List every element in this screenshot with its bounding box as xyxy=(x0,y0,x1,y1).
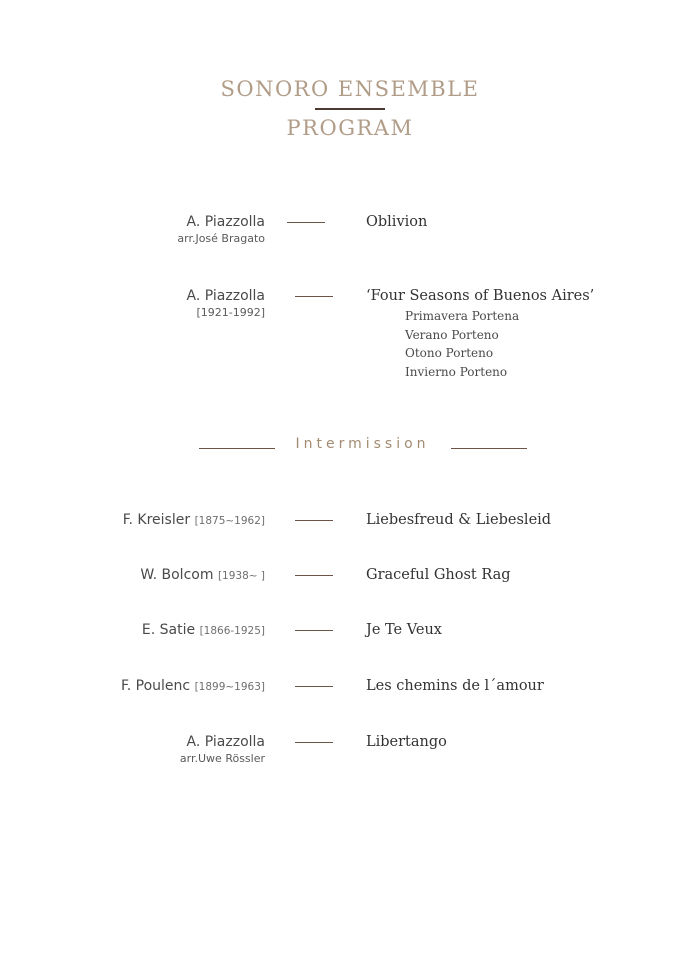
ensemble-title: SONORO ENSEMBLE xyxy=(220,77,480,101)
movement-item: Otono Porteno xyxy=(405,346,494,360)
composer-name: F. Poulenc xyxy=(120,678,191,694)
composer-name: A. Piazzolla xyxy=(186,288,265,304)
work-title: Je Te Veux xyxy=(366,622,442,638)
work-title: Libertango xyxy=(366,734,447,750)
intermission-divider xyxy=(0,436,700,456)
composer xyxy=(123,511,265,530)
composer-dates: [1938~ ] xyxy=(217,570,265,582)
title-divider xyxy=(315,108,385,110)
entry-dash xyxy=(295,575,333,576)
work-title: Les chemins de l´amour xyxy=(366,678,544,694)
program-header xyxy=(0,76,700,141)
composer-dates: [1921-1992] xyxy=(196,306,265,319)
composer xyxy=(187,287,265,321)
intermission-rule-right xyxy=(451,448,527,449)
composer-name: A. Piazzolla xyxy=(186,734,265,750)
movement-item: Verano Porteno xyxy=(405,327,499,342)
work-title: Graceful Ghost Rag xyxy=(366,567,511,583)
composer-name: A. Piazzolla xyxy=(186,214,265,230)
composer-dates: [1899~1963] xyxy=(194,681,265,693)
entry-dash xyxy=(295,630,333,631)
composer-name: E. Satie xyxy=(141,622,196,638)
composer-dates: [1875~1962] xyxy=(194,515,265,527)
work-title: Oblivion xyxy=(366,214,428,230)
movement-list xyxy=(405,307,519,381)
composer-dates: [1866-1925] xyxy=(199,625,265,637)
composer xyxy=(140,566,265,585)
intermission-rule-left xyxy=(199,448,275,449)
work-title: ‘Four Seasons of Buenos Aires’ xyxy=(366,288,595,304)
intermission-label: Intermission xyxy=(295,436,430,452)
entry-dash xyxy=(295,686,333,687)
arranger: arr.José Bragato xyxy=(177,232,265,245)
composer xyxy=(180,733,265,767)
entry-dash xyxy=(287,222,325,223)
composer xyxy=(177,213,265,247)
entry-dash xyxy=(295,296,333,297)
entry-dash xyxy=(295,742,333,743)
arranger: arr.Uwe Rössler xyxy=(179,752,265,765)
movement-item: Invierno Porteno xyxy=(405,364,508,379)
composer xyxy=(121,677,265,696)
program-title: PROGRAM xyxy=(286,116,414,140)
composer-name: W. Bolcom xyxy=(140,567,214,583)
entry-dash xyxy=(295,520,333,521)
work-title: Liebesfreud & Liebesleid xyxy=(366,512,552,528)
composer xyxy=(142,621,265,640)
composer-name: F. Kreisler xyxy=(122,512,191,528)
movement-item: Primavera Portena xyxy=(405,309,520,323)
